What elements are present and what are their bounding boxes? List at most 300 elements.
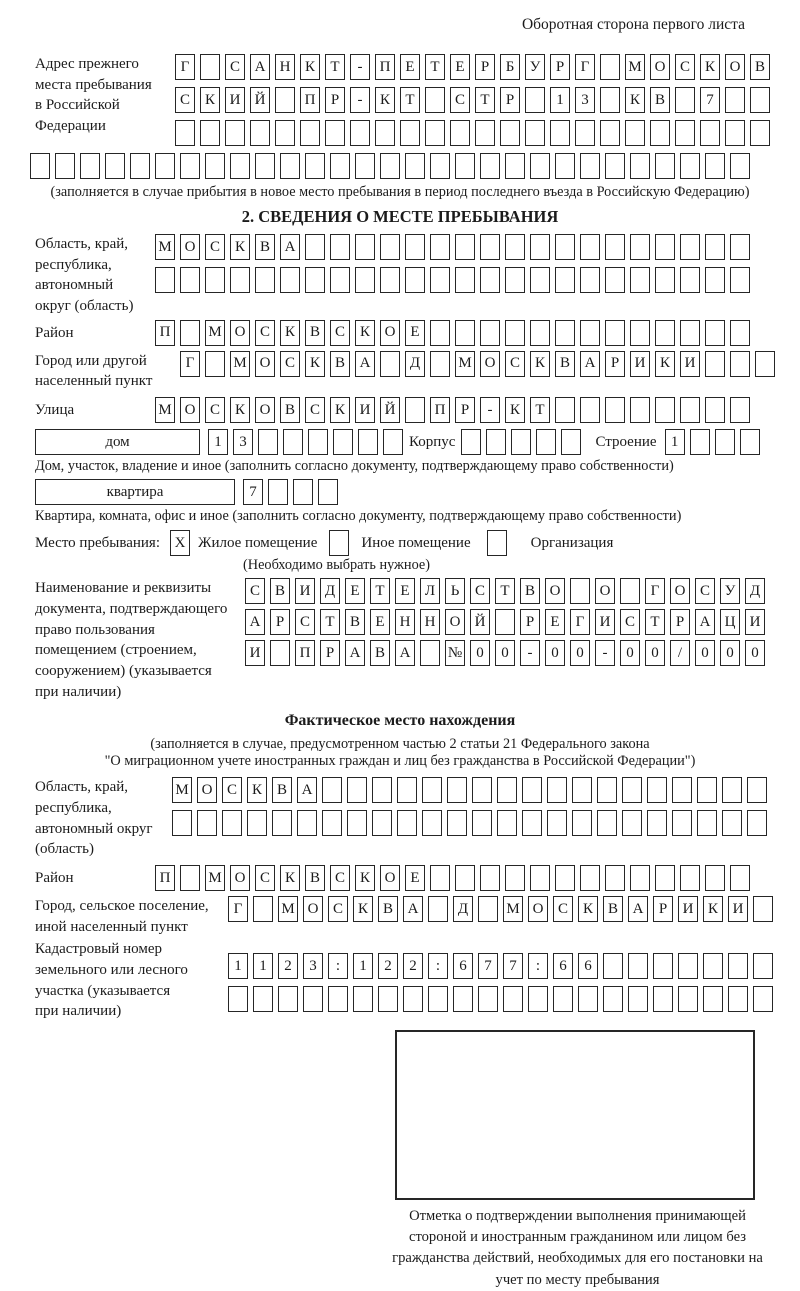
char-box[interactable]: 2 — [403, 953, 423, 979]
char-box[interactable]: О — [650, 54, 670, 80]
char-box[interactable] — [750, 87, 770, 113]
char-box[interactable]: С — [175, 87, 195, 113]
char-box[interactable] — [675, 87, 695, 113]
char-box[interactable] — [222, 810, 242, 836]
char-box[interactable] — [155, 153, 175, 179]
char-box[interactable]: С — [280, 351, 300, 377]
char-box[interactable]: Т — [325, 54, 345, 80]
char-box[interactable] — [603, 953, 623, 979]
char-box[interactable] — [628, 953, 648, 979]
char-box[interactable] — [305, 153, 325, 179]
char-box[interactable] — [455, 320, 475, 346]
char-box[interactable] — [486, 429, 506, 455]
char-box[interactable] — [730, 320, 750, 346]
char-box[interactable]: Р — [500, 87, 520, 113]
char-box[interactable]: О — [445, 609, 465, 635]
char-box[interactable]: Р — [320, 640, 340, 666]
char-box[interactable] — [525, 120, 545, 146]
char-box[interactable] — [372, 777, 392, 803]
char-box[interactable] — [375, 120, 395, 146]
char-box[interactable] — [268, 479, 288, 505]
char-box[interactable]: Ь — [445, 578, 465, 604]
char-box[interactable]: Р — [455, 397, 475, 423]
char-box[interactable]: П — [155, 865, 175, 891]
char-box[interactable] — [55, 153, 75, 179]
char-box[interactable] — [680, 865, 700, 891]
char-box[interactable]: М — [205, 865, 225, 891]
char-box[interactable]: С — [620, 609, 640, 635]
char-box[interactable] — [428, 986, 448, 1012]
char-box[interactable]: К — [375, 87, 395, 113]
char-box[interactable] — [378, 986, 398, 1012]
char-box[interactable]: В — [280, 397, 300, 423]
char-box[interactable]: Л — [420, 578, 440, 604]
char-box[interactable] — [453, 986, 473, 1012]
char-box[interactable] — [528, 986, 548, 1012]
char-box[interactable] — [447, 810, 467, 836]
char-box[interactable]: С — [553, 896, 573, 922]
char-box[interactable] — [347, 777, 367, 803]
char-box[interactable] — [655, 234, 675, 260]
char-box[interactable] — [405, 397, 425, 423]
char-box[interactable]: К — [355, 320, 375, 346]
char-box[interactable] — [675, 120, 695, 146]
char-box[interactable] — [630, 320, 650, 346]
char-box[interactable] — [655, 865, 675, 891]
char-box[interactable]: 7 — [243, 479, 263, 505]
char-box[interactable]: В — [272, 777, 292, 803]
char-box[interactable]: А — [403, 896, 423, 922]
char-box[interactable]: 7 — [700, 87, 720, 113]
char-box[interactable] — [303, 986, 323, 1012]
char-box[interactable] — [270, 640, 290, 666]
char-box[interactable] — [753, 953, 773, 979]
stay-option-housing-checkbox[interactable]: X — [170, 530, 190, 556]
char-box[interactable]: С — [255, 320, 275, 346]
char-box[interactable] — [478, 896, 498, 922]
char-box[interactable] — [570, 578, 590, 604]
char-box[interactable] — [200, 54, 220, 80]
char-box[interactable] — [105, 153, 125, 179]
char-box[interactable] — [505, 267, 525, 293]
char-box[interactable]: Г — [228, 896, 248, 922]
char-box[interactable] — [697, 777, 717, 803]
char-box[interactable]: К — [353, 896, 373, 922]
char-box[interactable] — [380, 153, 400, 179]
char-box[interactable] — [175, 120, 195, 146]
char-box[interactable] — [503, 986, 523, 1012]
char-box[interactable]: Г — [570, 609, 590, 635]
char-box[interactable] — [180, 267, 200, 293]
char-box[interactable]: М — [172, 777, 192, 803]
char-box[interactable]: Д — [320, 578, 340, 604]
char-box[interactable]: Р — [475, 54, 495, 80]
char-box[interactable] — [505, 153, 525, 179]
char-box[interactable] — [480, 153, 500, 179]
char-box[interactable] — [430, 320, 450, 346]
char-box[interactable] — [30, 153, 50, 179]
char-box[interactable] — [680, 234, 700, 260]
char-box[interactable] — [497, 810, 517, 836]
char-box[interactable] — [130, 153, 150, 179]
char-box[interactable]: 1 — [550, 87, 570, 113]
char-box[interactable]: У — [720, 578, 740, 604]
char-box[interactable] — [580, 397, 600, 423]
char-box[interactable]: В — [603, 896, 623, 922]
char-box[interactable] — [278, 986, 298, 1012]
char-box[interactable]: 0 — [620, 640, 640, 666]
char-box[interactable]: Н — [420, 609, 440, 635]
char-box[interactable]: А — [280, 234, 300, 260]
char-box[interactable] — [330, 153, 350, 179]
char-box[interactable]: С — [205, 397, 225, 423]
char-box[interactable] — [650, 120, 670, 146]
char-box[interactable]: К — [578, 896, 598, 922]
char-box[interactable] — [522, 777, 542, 803]
char-box[interactable] — [753, 896, 773, 922]
char-box[interactable] — [680, 153, 700, 179]
char-box[interactable]: - — [350, 54, 370, 80]
char-box[interactable] — [536, 429, 556, 455]
char-box[interactable]: - — [350, 87, 370, 113]
char-box[interactable] — [555, 234, 575, 260]
char-box[interactable]: 2 — [378, 953, 398, 979]
char-box[interactable] — [630, 234, 650, 260]
char-box[interactable]: Р — [270, 609, 290, 635]
char-box[interactable]: 2 — [278, 953, 298, 979]
char-box[interactable]: 0 — [645, 640, 665, 666]
char-box[interactable] — [355, 267, 375, 293]
char-box[interactable]: 7 — [503, 953, 523, 979]
char-box[interactable]: Р — [325, 87, 345, 113]
char-box[interactable] — [705, 267, 725, 293]
char-box[interactable]: К — [530, 351, 550, 377]
char-box[interactable]: С — [245, 578, 265, 604]
char-box[interactable]: С — [305, 397, 325, 423]
char-box[interactable] — [530, 865, 550, 891]
char-box[interactable]: К — [300, 54, 320, 80]
char-box[interactable] — [740, 429, 760, 455]
char-box[interactable] — [350, 120, 370, 146]
char-box[interactable] — [600, 54, 620, 80]
char-box[interactable] — [700, 120, 720, 146]
char-box[interactable]: 3 — [575, 87, 595, 113]
char-box[interactable]: С — [675, 54, 695, 80]
char-box[interactable] — [578, 986, 598, 1012]
char-box[interactable] — [547, 810, 567, 836]
char-box[interactable] — [322, 777, 342, 803]
char-box[interactable]: П — [155, 320, 175, 346]
char-box[interactable] — [328, 986, 348, 1012]
char-box[interactable]: В — [555, 351, 575, 377]
char-box[interactable] — [330, 267, 350, 293]
char-box[interactable]: 6 — [553, 953, 573, 979]
char-box[interactable]: Р — [653, 896, 673, 922]
char-box[interactable]: А — [580, 351, 600, 377]
char-box[interactable] — [272, 810, 292, 836]
char-box[interactable] — [722, 810, 742, 836]
char-box[interactable]: В — [520, 578, 540, 604]
char-box[interactable]: П — [430, 397, 450, 423]
char-box[interactable]: № — [445, 640, 465, 666]
char-box[interactable] — [330, 234, 350, 260]
char-box[interactable] — [628, 986, 648, 1012]
char-box[interactable]: М — [155, 397, 175, 423]
char-box[interactable]: А — [355, 351, 375, 377]
char-box[interactable]: Б — [500, 54, 520, 80]
char-box[interactable] — [425, 120, 445, 146]
char-box[interactable] — [728, 953, 748, 979]
stamp-box[interactable] — [395, 1030, 755, 1200]
char-box[interactable] — [372, 810, 392, 836]
char-box[interactable] — [730, 865, 750, 891]
char-box[interactable] — [678, 953, 698, 979]
char-box[interactable] — [225, 120, 245, 146]
char-box[interactable]: В — [750, 54, 770, 80]
char-box[interactable] — [630, 153, 650, 179]
char-box[interactable]: П — [300, 87, 320, 113]
char-box[interactable] — [703, 986, 723, 1012]
char-box[interactable]: С — [330, 865, 350, 891]
char-box[interactable] — [647, 777, 667, 803]
char-box[interactable]: П — [295, 640, 315, 666]
char-box[interactable]: Д — [453, 896, 473, 922]
char-box[interactable]: Р — [520, 609, 540, 635]
char-box[interactable] — [180, 865, 200, 891]
char-box[interactable]: М — [278, 896, 298, 922]
char-box[interactable] — [450, 120, 470, 146]
char-box[interactable] — [620, 578, 640, 604]
char-box[interactable]: В — [305, 320, 325, 346]
char-box[interactable] — [511, 429, 531, 455]
char-box[interactable] — [605, 153, 625, 179]
char-box[interactable]: С — [225, 54, 245, 80]
char-box[interactable] — [250, 120, 270, 146]
char-box[interactable] — [325, 120, 345, 146]
char-box[interactable] — [755, 351, 775, 377]
char-box[interactable] — [258, 429, 278, 455]
char-box[interactable] — [255, 267, 275, 293]
char-box[interactable] — [405, 234, 425, 260]
char-box[interactable]: К — [505, 397, 525, 423]
char-box[interactable]: Е — [405, 865, 425, 891]
char-box[interactable]: 1 — [253, 953, 273, 979]
char-box[interactable] — [275, 120, 295, 146]
char-box[interactable] — [600, 120, 620, 146]
char-box[interactable] — [555, 397, 575, 423]
char-box[interactable] — [505, 865, 525, 891]
char-box[interactable]: М — [230, 351, 250, 377]
char-box[interactable]: 3 — [303, 953, 323, 979]
char-box[interactable] — [630, 267, 650, 293]
char-box[interactable] — [308, 429, 328, 455]
char-box[interactable] — [405, 153, 425, 179]
char-box[interactable] — [430, 267, 450, 293]
char-box[interactable]: А — [245, 609, 265, 635]
char-box[interactable] — [228, 986, 248, 1012]
char-box[interactable] — [480, 234, 500, 260]
char-box[interactable]: Р — [550, 54, 570, 80]
char-box[interactable]: Е — [400, 54, 420, 80]
char-box[interactable]: А — [628, 896, 648, 922]
char-box[interactable] — [705, 865, 725, 891]
stay-option-org-checkbox[interactable] — [487, 530, 507, 556]
char-box[interactable]: И — [595, 609, 615, 635]
char-box[interactable] — [747, 777, 767, 803]
char-box[interactable] — [397, 810, 417, 836]
char-box[interactable] — [253, 896, 273, 922]
char-box[interactable]: И — [728, 896, 748, 922]
char-box[interactable]: 0 — [570, 640, 590, 666]
char-box[interactable] — [422, 810, 442, 836]
char-box[interactable] — [572, 777, 592, 803]
char-box[interactable] — [730, 234, 750, 260]
char-box[interactable] — [280, 267, 300, 293]
char-box[interactable]: 0 — [695, 640, 715, 666]
char-box[interactable]: О — [595, 578, 615, 604]
char-box[interactable] — [705, 351, 725, 377]
char-box[interactable] — [580, 153, 600, 179]
char-box[interactable] — [603, 986, 623, 1012]
char-box[interactable] — [525, 87, 545, 113]
char-box[interactable]: Й — [380, 397, 400, 423]
char-box[interactable] — [530, 267, 550, 293]
char-box[interactable] — [653, 986, 673, 1012]
char-box[interactable] — [425, 87, 445, 113]
char-box[interactable]: Т — [425, 54, 445, 80]
char-box[interactable]: Т — [475, 87, 495, 113]
char-box[interactable]: В — [305, 865, 325, 891]
char-box[interactable] — [247, 810, 267, 836]
char-box[interactable] — [705, 320, 725, 346]
char-box[interactable] — [230, 267, 250, 293]
char-box[interactable]: П — [375, 54, 395, 80]
char-box[interactable]: - — [480, 397, 500, 423]
char-box[interactable] — [647, 810, 667, 836]
char-box[interactable] — [605, 267, 625, 293]
char-box[interactable]: О — [180, 234, 200, 260]
char-box[interactable]: А — [345, 640, 365, 666]
char-box[interactable]: К — [247, 777, 267, 803]
char-box[interactable]: М — [625, 54, 645, 80]
char-box[interactable] — [380, 234, 400, 260]
char-box[interactable] — [383, 429, 403, 455]
char-box[interactable] — [550, 120, 570, 146]
char-box[interactable]: С — [470, 578, 490, 604]
char-box[interactable] — [80, 153, 100, 179]
char-box[interactable] — [472, 810, 492, 836]
char-box[interactable] — [630, 865, 650, 891]
char-box[interactable]: К — [200, 87, 220, 113]
char-box[interactable]: К — [703, 896, 723, 922]
char-box[interactable] — [547, 777, 567, 803]
char-box[interactable]: О — [255, 351, 275, 377]
char-box[interactable]: Й — [250, 87, 270, 113]
char-box[interactable] — [530, 153, 550, 179]
char-box[interactable]: В — [345, 609, 365, 635]
char-box[interactable] — [447, 777, 467, 803]
char-box[interactable]: : — [528, 953, 548, 979]
char-box[interactable] — [275, 87, 295, 113]
char-box[interactable]: И — [630, 351, 650, 377]
char-box[interactable] — [747, 810, 767, 836]
char-box[interactable]: Т — [320, 609, 340, 635]
char-box[interactable]: Е — [405, 320, 425, 346]
char-box[interactable] — [305, 267, 325, 293]
char-box[interactable]: Р — [670, 609, 690, 635]
char-box[interactable] — [380, 351, 400, 377]
char-box[interactable] — [180, 153, 200, 179]
char-box[interactable] — [505, 320, 525, 346]
char-box[interactable] — [672, 777, 692, 803]
char-box[interactable]: Т — [530, 397, 550, 423]
char-box[interactable] — [580, 320, 600, 346]
char-box[interactable] — [572, 810, 592, 836]
char-box[interactable]: - — [595, 640, 615, 666]
char-box[interactable]: А — [395, 640, 415, 666]
char-box[interactable] — [420, 640, 440, 666]
char-box[interactable]: Н — [275, 54, 295, 80]
char-box[interactable]: А — [695, 609, 715, 635]
char-box[interactable]: / — [670, 640, 690, 666]
char-box[interactable]: С — [205, 234, 225, 260]
char-box[interactable]: В — [255, 234, 275, 260]
char-box[interactable]: Г — [180, 351, 200, 377]
char-box[interactable]: И — [245, 640, 265, 666]
char-box[interactable] — [580, 267, 600, 293]
char-box[interactable] — [293, 479, 313, 505]
char-box[interactable] — [703, 953, 723, 979]
char-box[interactable]: И — [745, 609, 765, 635]
char-box[interactable] — [497, 777, 517, 803]
char-box[interactable]: М — [455, 351, 475, 377]
char-box[interactable] — [728, 986, 748, 1012]
char-box[interactable] — [355, 153, 375, 179]
char-box[interactable] — [455, 267, 475, 293]
char-box[interactable] — [180, 320, 200, 346]
char-box[interactable] — [495, 609, 515, 635]
char-box[interactable] — [430, 153, 450, 179]
char-box[interactable] — [455, 153, 475, 179]
char-box[interactable] — [630, 397, 650, 423]
char-box[interactable] — [253, 986, 273, 1012]
char-box[interactable]: К — [700, 54, 720, 80]
char-box[interactable] — [530, 234, 550, 260]
char-box[interactable] — [655, 397, 675, 423]
char-box[interactable] — [555, 865, 575, 891]
char-box[interactable] — [697, 810, 717, 836]
char-box[interactable] — [722, 777, 742, 803]
char-box[interactable]: И — [680, 351, 700, 377]
char-box[interactable]: В — [330, 351, 350, 377]
char-box[interactable]: В — [378, 896, 398, 922]
char-box[interactable] — [478, 986, 498, 1012]
char-box[interactable]: М — [503, 896, 523, 922]
char-box[interactable] — [333, 429, 353, 455]
char-box[interactable]: О — [380, 865, 400, 891]
char-box[interactable]: О — [528, 896, 548, 922]
char-box[interactable] — [422, 777, 442, 803]
char-box[interactable]: В — [270, 578, 290, 604]
char-box[interactable]: Д — [745, 578, 765, 604]
char-box[interactable] — [672, 810, 692, 836]
char-box[interactable] — [430, 865, 450, 891]
char-box[interactable]: О — [380, 320, 400, 346]
char-box[interactable]: 1 — [228, 953, 248, 979]
char-box[interactable] — [715, 429, 735, 455]
char-box[interactable] — [358, 429, 378, 455]
char-box[interactable] — [597, 777, 617, 803]
